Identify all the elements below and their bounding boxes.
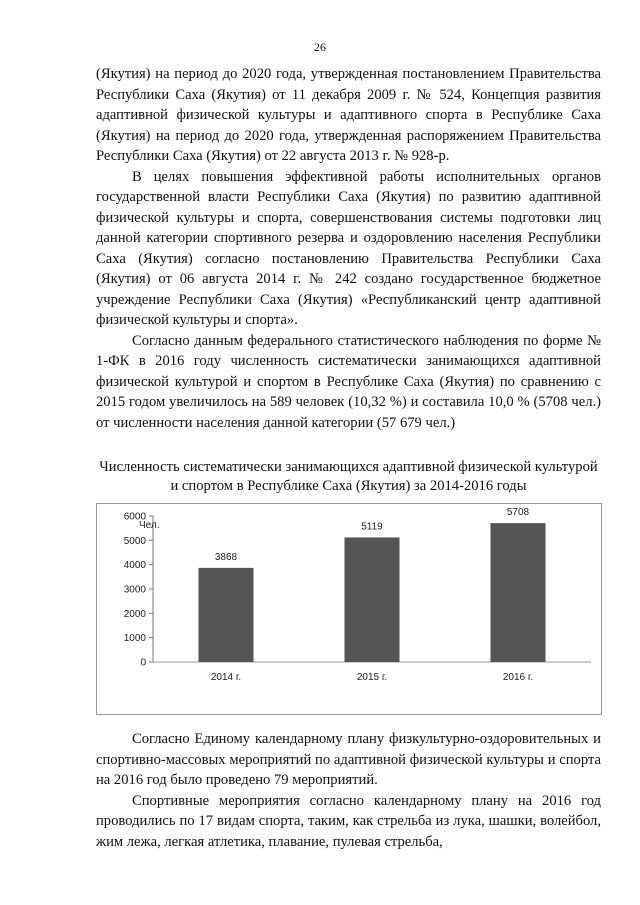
- y-tick-label: 4000: [123, 560, 146, 572]
- chart-canvas: [97, 504, 601, 714]
- y-tick-label: 6000: [123, 511, 146, 523]
- paragraph: (Якутия) на период до 2020 года, утвержденная постановлением Правительства Республики Саха (Якутия) от 11 декабря 2009 г. № 524, Концепция развития адаптивной физической культуры и адаптивного спорта в Республике Саха (Якутия) на период до 2020 года, утвержденная распоряжением Правительства Республики Саха (Якутия) от 22 августа 2013 г. № 928-р.: [96, 66, 601, 164]
- y-tick-label: 5000: [123, 535, 146, 547]
- y-tick-label: 2000: [123, 608, 146, 620]
- y-axis-label: Чел.: [139, 520, 160, 531]
- paragraph: Согласно Единому календарному плану физкультурно-оздоровительных и спортивно-массовых мероприятий по адаптивной физической культуры и спорта на 2016 год было проведено 79 мероприятий.: [96, 731, 601, 788]
- x-tick-label: 2016 г.: [502, 672, 534, 683]
- paragraph: Согласно данным федерального статистического наблюдения по форме № 1-ФК в 2016 году численность систематически занимающихся адаптивной физической культурой и спортом в Республике Саха (Якутия) по сравнению с 2015 годом увеличилось на 589 человек (10,32 %) и составила 10,0 % (5708 чел.) от численности населения данной категории (57 679 чел.): [96, 332, 601, 431]
- bar: [491, 523, 546, 662]
- data-label: 5708: [506, 507, 530, 519]
- y-tick-label: 1000: [123, 633, 146, 645]
- data-label: 5119: [361, 521, 383, 533]
- y-tick-label: 0: [140, 657, 146, 669]
- bar: [199, 568, 254, 662]
- paragraph: Спортивные мероприятия согласно календарному плану на 2016 год проводились по 17 видам спорта, таким, как стрельба из лука, шашки, волейбол, жим лежа, легкая атлетика, плавание, пулевая стрельба,: [96, 792, 601, 850]
- page-number: 26: [314, 40, 326, 54]
- body-text-bottom: [96, 729, 601, 852]
- body-text-top: [96, 64, 601, 433]
- data-label: 3868: [214, 551, 238, 563]
- chart-title: Численность систематически занимающихся адаптивной физической культурой и спортом в Республике Саха (Якутия) за 2014-2016 годы: [99, 459, 598, 494]
- x-tick-label: 2014 г.: [210, 672, 242, 683]
- x-tick-label: 2015 г.: [356, 672, 388, 683]
- paragraph: В целях повышения эффективной работы исполнительных органов государственной власти Республики Саха (Якутия) по развитию адаптивной физической культуры и спорта, совершенствования системы подготовки лиц данной категории спортивного резерва и оздоровлению населения Республики Саха (Якутия) согласно постановлению Правительства Республики Саха (Якутия) от 06 августа 2014 г. № 242 создано государственное бюджетное учреждение Республики Саха (Якутия) «Республиканский центр адаптивной физической культуры и спорта».: [96, 168, 601, 328]
- bar-chart: [96, 503, 602, 715]
- bar: [345, 537, 400, 662]
- y-tick-label: 3000: [123, 584, 146, 596]
